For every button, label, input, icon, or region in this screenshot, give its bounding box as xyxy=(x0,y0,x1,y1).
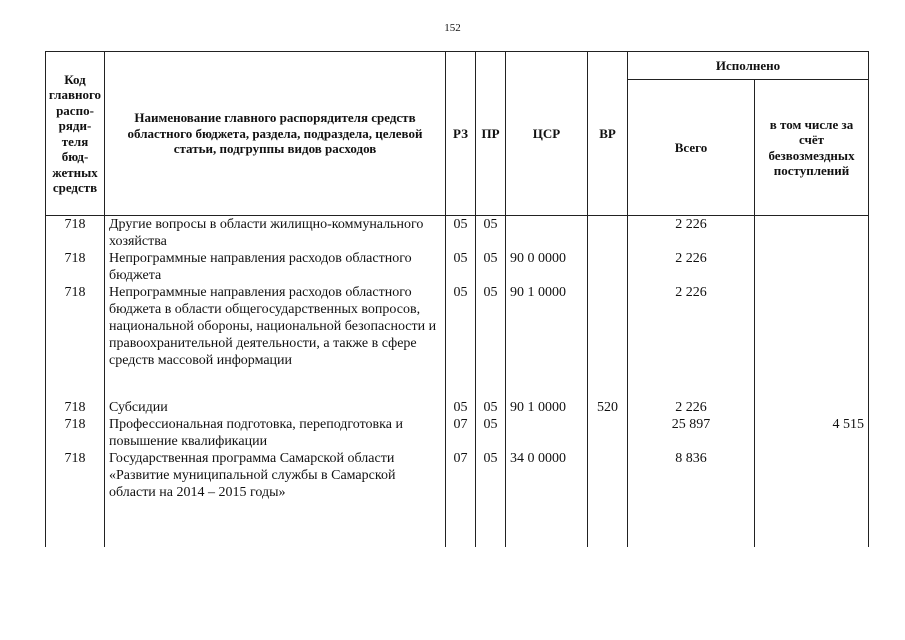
header-name: Наименование главного распорядителя средств областного бюджета, раздела, подраздела, целевой статьи, подгруппы видов расходов xyxy=(105,52,446,216)
table-row xyxy=(46,284,869,399)
cell-vr xyxy=(588,284,628,399)
cell-csr: 90 0 0000 xyxy=(506,250,588,284)
cell-code: 718 xyxy=(46,250,105,284)
cell-name: Другие вопросы в области жилищно-коммунального хозяйства xyxy=(105,216,446,251)
cell-csr xyxy=(506,416,588,450)
header-including-gratuitous: в том числе за счёт безвозмездных поступлений xyxy=(755,80,869,216)
cell-gratuitous xyxy=(755,216,869,251)
cell-vr xyxy=(588,216,628,251)
header-code: Код главного распо-ряди-теля бюд-жетных средств xyxy=(46,52,105,216)
cell-name: Непрограммные направления расходов областного бюджета xyxy=(105,250,446,284)
cell-name: Профессиональная подготовка, переподготовка и повышение квалификации xyxy=(105,416,446,450)
table-row xyxy=(46,416,869,450)
cell-rz: 05 xyxy=(446,284,476,399)
cell-gratuitous: 4 515 xyxy=(755,416,869,450)
cell-vr xyxy=(588,416,628,450)
cell-vr xyxy=(588,450,628,547)
cell-rz: 05 xyxy=(446,250,476,284)
page-number: 152 xyxy=(444,22,461,34)
cell-pr: 05 xyxy=(476,416,506,450)
cell-pr: 05 xyxy=(476,399,506,416)
cell-gratuitous xyxy=(755,450,869,547)
cell-vr xyxy=(588,250,628,284)
header-total: Всего xyxy=(628,80,755,216)
budget-table xyxy=(45,51,869,547)
cell-total: 2 226 xyxy=(628,250,755,284)
cell-total: 2 226 xyxy=(628,399,755,416)
cell-code: 718 xyxy=(46,416,105,450)
cell-rz: 05 xyxy=(446,399,476,416)
header-pr: ПР xyxy=(476,52,506,216)
cell-gratuitous xyxy=(755,284,869,399)
cell-csr: 90 1 0000 xyxy=(506,284,588,399)
cell-pr: 05 xyxy=(476,250,506,284)
cell-code: 718 xyxy=(46,216,105,251)
cell-name: Государственная программа Самарской области «Развитие муниципальной службы в Самарской области на 2014 – 2015 годы» xyxy=(105,450,446,547)
table-row xyxy=(46,399,869,416)
cell-code: 718 xyxy=(46,399,105,416)
cell-rz: 05 xyxy=(446,216,476,251)
cell-total: 2 226 xyxy=(628,216,755,251)
cell-vr: 520 xyxy=(588,399,628,416)
header-executed: Исполнено xyxy=(628,52,869,80)
cell-code: 718 xyxy=(46,284,105,399)
header-csr: ЦСР xyxy=(506,52,588,216)
cell-gratuitous xyxy=(755,399,869,416)
cell-total: 2 226 xyxy=(628,284,755,399)
cell-csr: 34 0 0000 xyxy=(506,450,588,547)
cell-rz: 07 xyxy=(446,450,476,547)
cell-csr xyxy=(506,216,588,251)
cell-total: 8 836 xyxy=(628,450,755,547)
table-row xyxy=(46,216,869,251)
cell-name: Непрограммные направления расходов областного бюджета в области общегосударственных вопросов, национальной обороны, национальной безопасности и правоохранительной деятельности, а также в сфере средств массовой информации xyxy=(105,284,446,399)
cell-name: Субсидии xyxy=(105,399,446,416)
cell-pr: 05 xyxy=(476,450,506,547)
cell-code: 718 xyxy=(46,450,105,547)
header-vr: ВР xyxy=(588,52,628,216)
cell-pr: 05 xyxy=(476,216,506,251)
cell-pr: 05 xyxy=(476,284,506,399)
cell-total: 25 897 xyxy=(628,416,755,450)
table-row xyxy=(46,250,869,284)
cell-rz: 07 xyxy=(446,416,476,450)
header-rz: РЗ xyxy=(446,52,476,216)
table-row xyxy=(46,450,869,547)
cell-csr: 90 1 0000 xyxy=(506,399,588,416)
cell-gratuitous xyxy=(755,250,869,284)
